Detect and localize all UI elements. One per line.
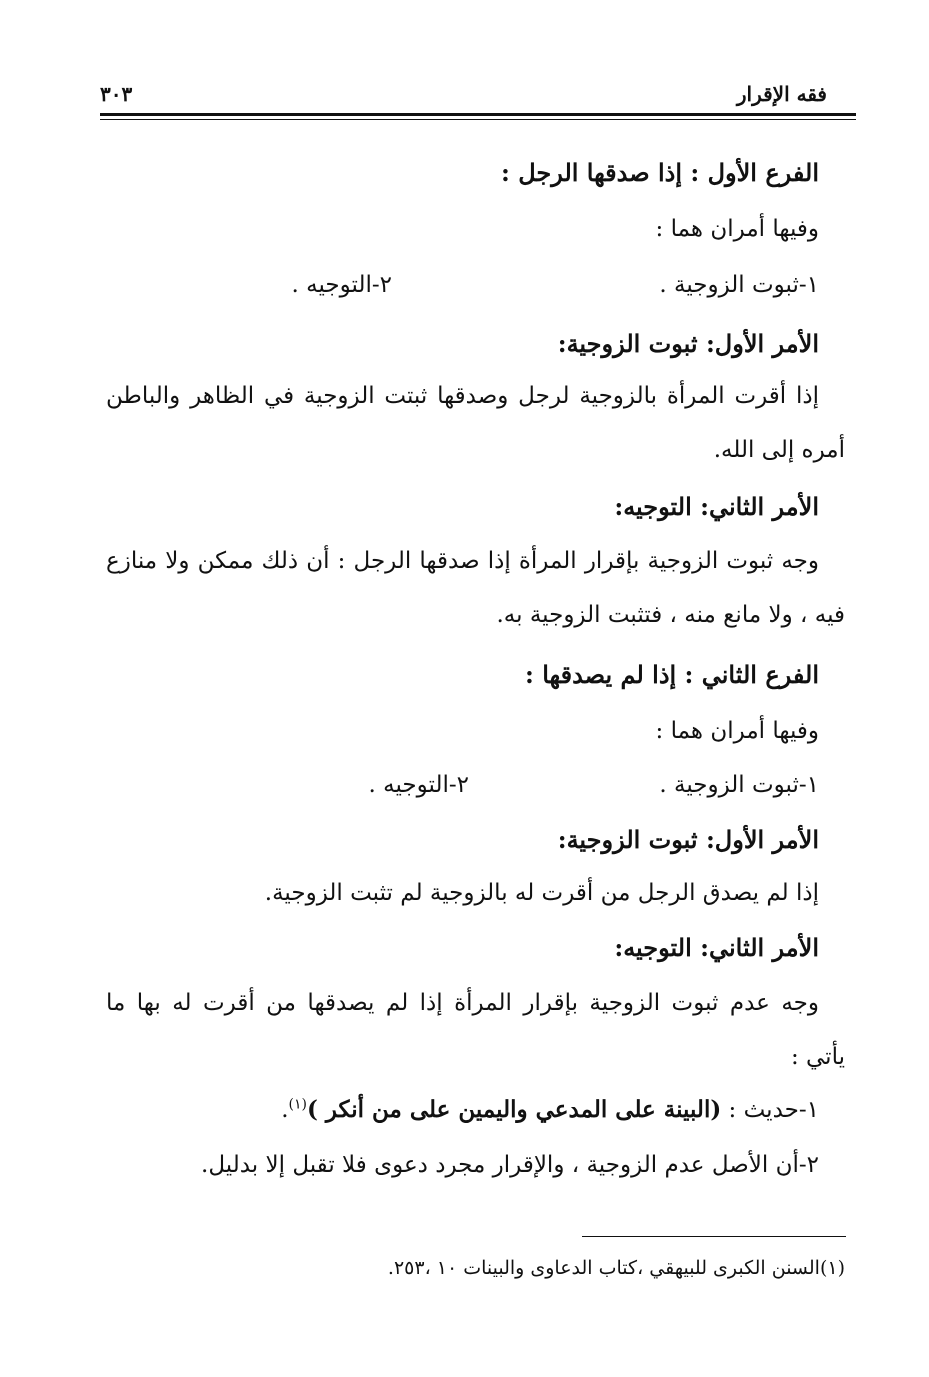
header-rule-thick [100,113,856,116]
paragraph-line: يأتي : [790,1044,845,1070]
subsection-heading: الأمر الثاني: التوجيه: [614,492,819,521]
list-item: ٢-التوجيه . [291,272,392,298]
paragraph: وفيها أمران هما : [655,718,819,744]
list-item: ٢-أن الأصل عدم الزوجية ، والإقرار مجرد دعوى فلا تقبل إلا بدليل. [201,1152,819,1178]
footnote-separator [582,1236,846,1237]
footnote: (١)السنن الكبرى للبيهقي ،كتاب الدعاوى والبينات ١٠ ،٢٥٣. [387,1257,845,1279]
subsection-heading: الأمر الأول: ثبوت الزوجية: [557,825,819,854]
list-item: ١-ثبوت الزوجية . [659,772,819,798]
subsection-heading: الأمر الثاني: التوجيه: [614,933,819,962]
header-rule-thin [100,119,856,120]
page-header [100,80,827,110]
list-item-hadith [281,1096,819,1123]
running-title: فقه الإقرار [736,82,827,106]
paragraph-line: وجه عدم ثبوت الزوجية بإقرار المرأة إذا لم يصدقها من أقرت له بها ما [106,990,819,1016]
list-item: ٢-التوجيه . [368,772,469,798]
paragraph-line: إذا أقرت المرأة بالزوجية لرجل وصدقها ثبتت الزوجية في الظاهر والباطن [106,383,819,409]
paragraph-line: فيه ، ولا مانع منه ، فتثبت الزوجية به. [496,602,845,628]
hadith-prefix: ١-حديث : [721,1097,819,1123]
paragraph-line: أمره إلى الله. [713,437,845,463]
paragraph-line: وجه ثبوت الزوجية بإقرار المرأة إذا صدقها الرجل : أن ذلك ممكن ولا منازع [106,548,819,574]
hadith-quote: (البينة على المدعي واليمين على من أنكر ) [306,1096,722,1123]
hadith-end: . [281,1097,289,1123]
paragraph: إذا لم يصدق الرجل من أقرت له بالزوجية لم تثبت الزوجية. [264,880,819,906]
paragraph: وفيها أمران هما : [655,216,819,242]
page-number: ٣٠٣ [100,82,133,106]
section-heading: الفرع الأول : إذا صدقها الرجل : [501,158,819,187]
footnote-ref: (١) [288,1096,307,1113]
list-item: ١-ثبوت الزوجية . [659,272,819,298]
section-heading: الفرع الثاني : إذا لم يصدقها : [525,660,819,689]
subsection-heading: الأمر الأول: ثبوت الزوجية: [557,329,819,358]
